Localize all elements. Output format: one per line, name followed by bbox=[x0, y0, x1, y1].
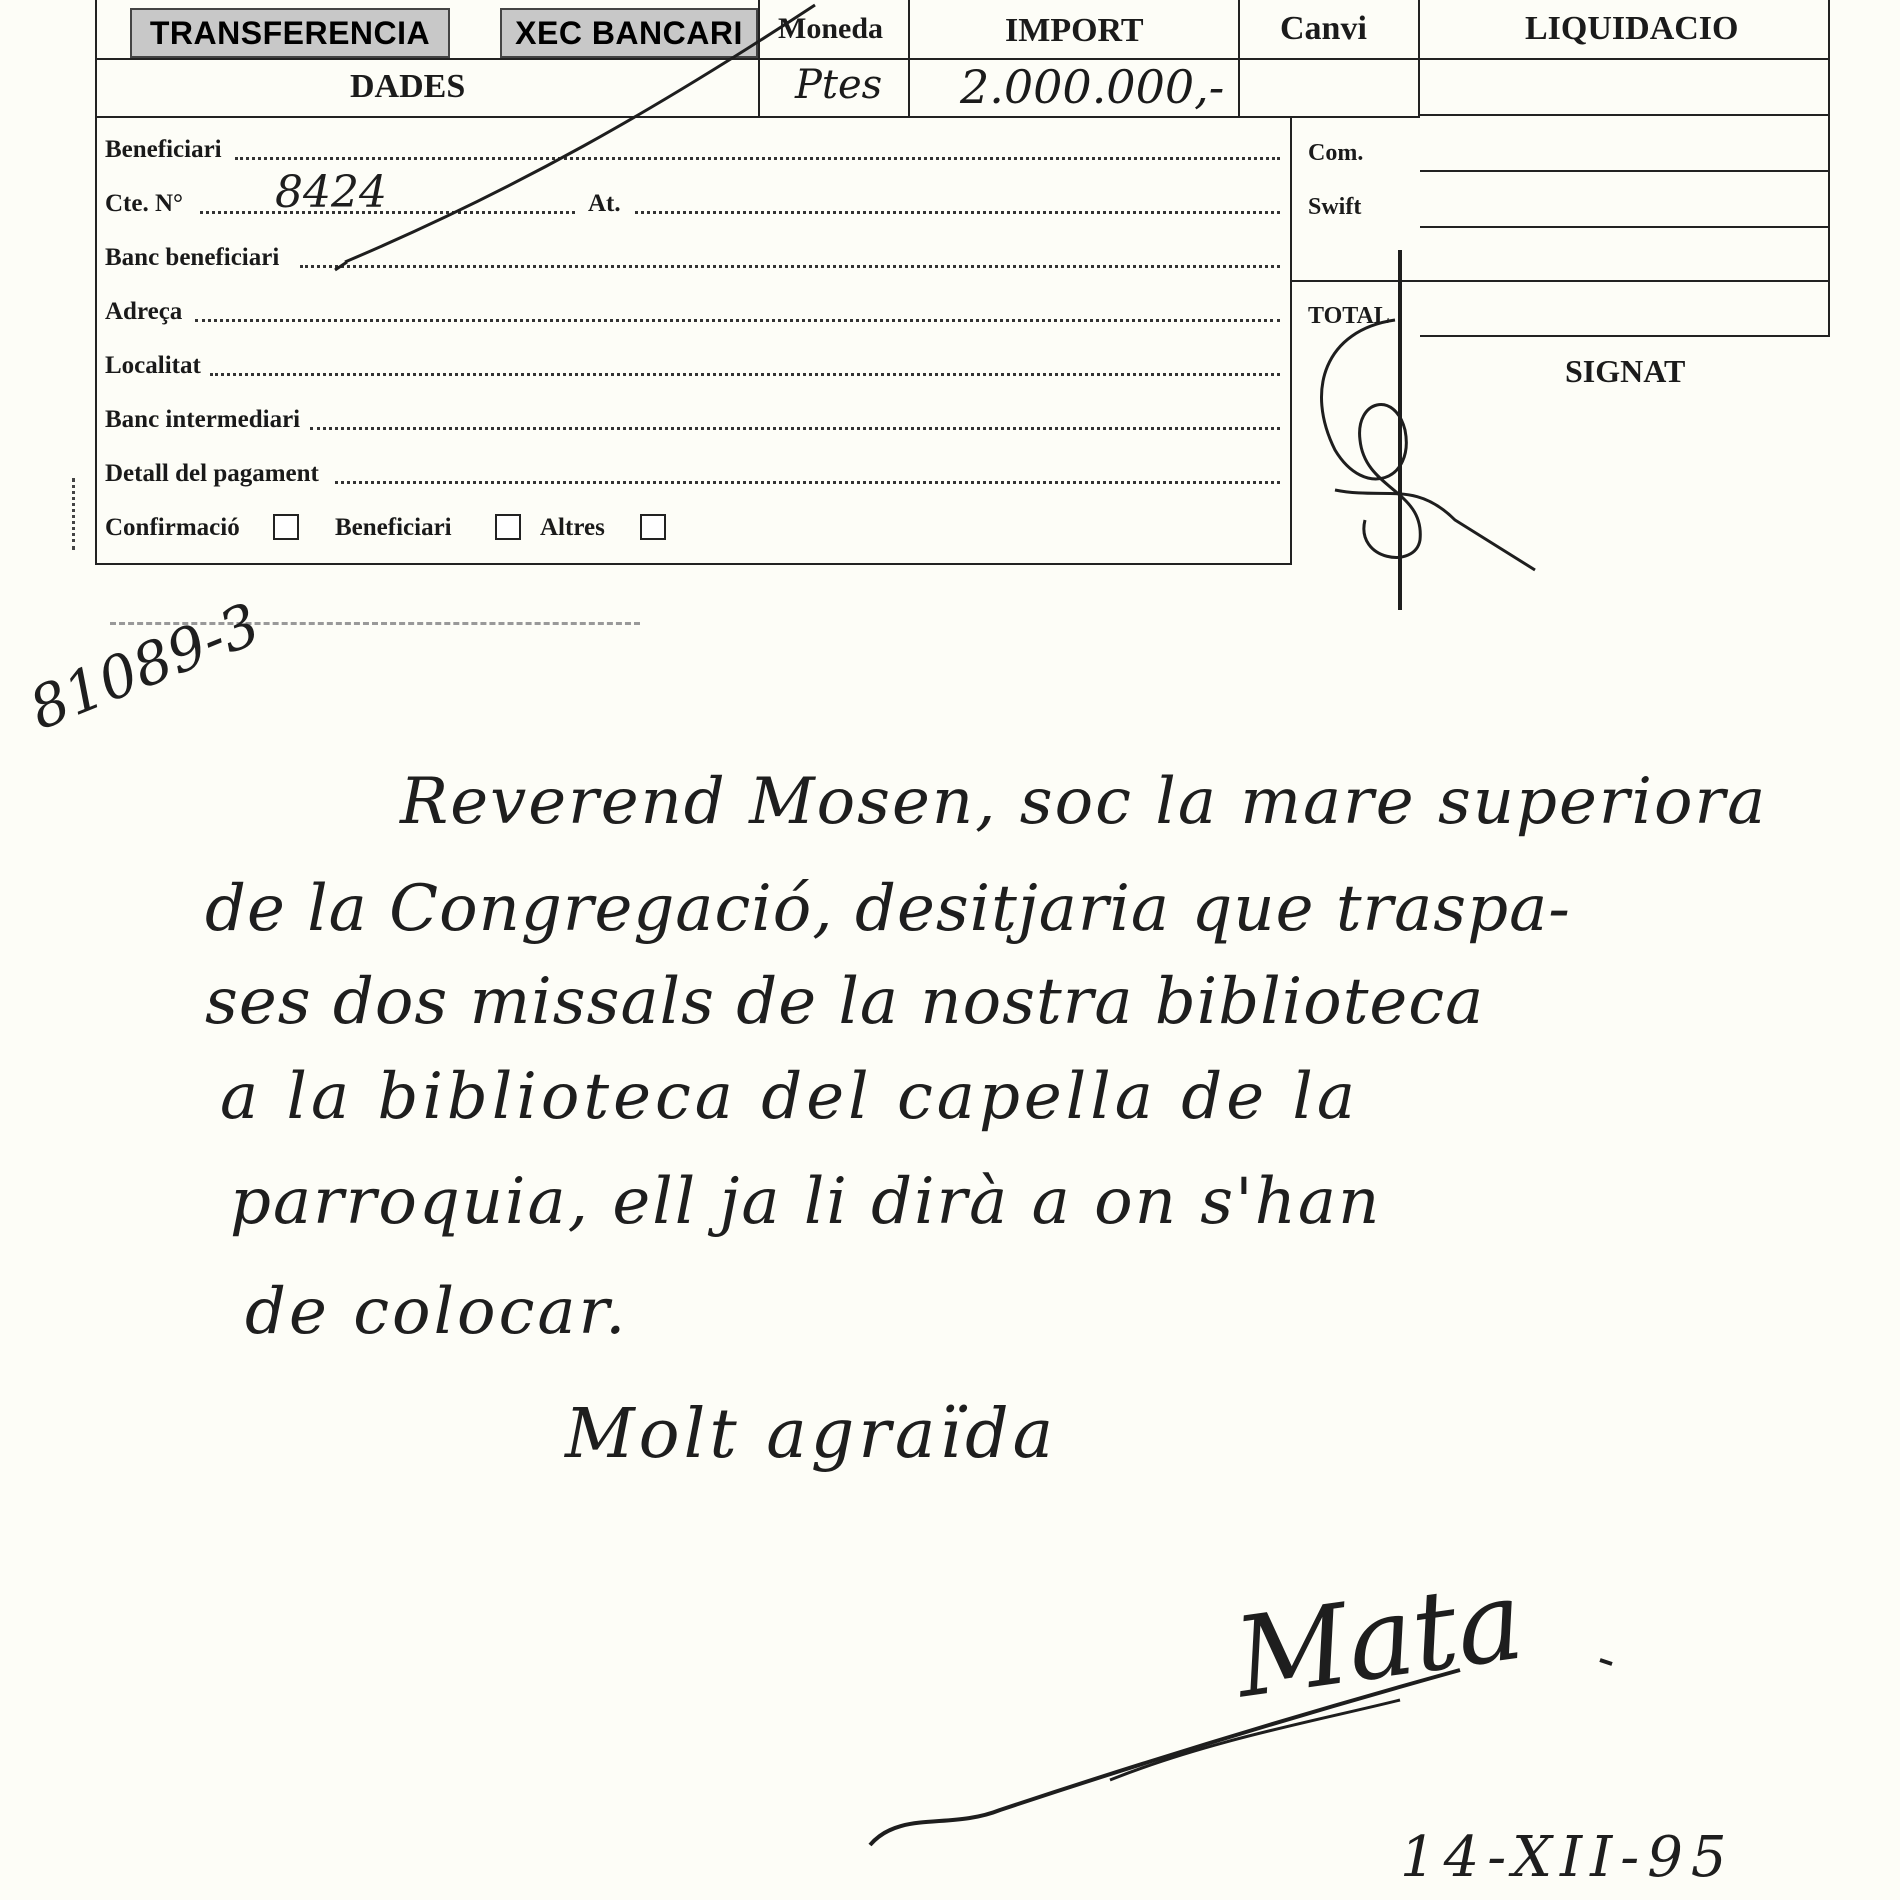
attention-label: At. bbox=[588, 190, 621, 217]
account-label: Cte. N° bbox=[105, 190, 184, 217]
commission-label: Com. bbox=[1308, 140, 1364, 166]
currency-header: Moneda bbox=[778, 12, 883, 45]
signed-label: SIGNAT bbox=[1565, 353, 1686, 389]
letter-signature: Mata bbox=[1227, 1555, 1531, 1723]
letter-line-1: Reverend Mosen, soc la mare superiora bbox=[400, 765, 1768, 839]
transfer-form bbox=[95, 0, 1830, 565]
amount-header: IMPORT bbox=[1005, 12, 1144, 49]
total-label: TOTAL bbox=[1308, 303, 1390, 329]
settlement-header: LIQUIDACIO bbox=[1525, 10, 1739, 47]
section-data-label: DADES bbox=[350, 68, 466, 105]
beneficiary-label: Beneficiari bbox=[105, 136, 222, 163]
intermediary-bank-label: Banc intermediari bbox=[105, 406, 301, 433]
letter-line-3: ses dos missals de la nostra biblioteca bbox=[205, 965, 1485, 1039]
amount-value[interactable]: 2.000.000,- bbox=[960, 60, 1225, 114]
letter-line-4: a la biblioteca del capella de la bbox=[220, 1060, 1360, 1134]
letter-line-5: parroquia, ell ja li dirà a on s'han bbox=[230, 1165, 1382, 1239]
address-label: Adreça bbox=[105, 298, 183, 325]
confirm-others-label: Altres bbox=[540, 514, 605, 541]
letter-date: 14-XII-95 bbox=[1400, 1825, 1735, 1890]
exchange-header: Canvi bbox=[1280, 10, 1367, 47]
account-value: 8424 bbox=[275, 167, 387, 218]
payment-detail-label: Detall del pagament bbox=[105, 460, 319, 487]
letter-closing: Molt agraïda bbox=[565, 1395, 1058, 1474]
confirmation-label: Confirmació bbox=[105, 514, 240, 541]
reference-number: 81089-3 bbox=[20, 589, 269, 744]
transfer-tab[interactable]: TRANSFERENCIA bbox=[130, 8, 450, 58]
currency-value[interactable]: Ptes bbox=[795, 62, 883, 108]
form-signature-mark bbox=[1295, 240, 1595, 620]
edge-mark bbox=[72, 478, 83, 550]
letter-line-6: de colocar. bbox=[245, 1275, 629, 1349]
beneficiary-bank-label: Banc beneficiari bbox=[105, 244, 280, 271]
bank-cheque-tab[interactable]: XEC BANCARI bbox=[500, 8, 758, 58]
swift-label: Swift bbox=[1308, 194, 1362, 220]
locality-label: Localitat bbox=[105, 352, 201, 379]
letter-line-2: de la Congregació, desitjaria que traspa- bbox=[205, 872, 1571, 946]
confirm-beneficiary-label: Beneficiari bbox=[335, 514, 452, 541]
